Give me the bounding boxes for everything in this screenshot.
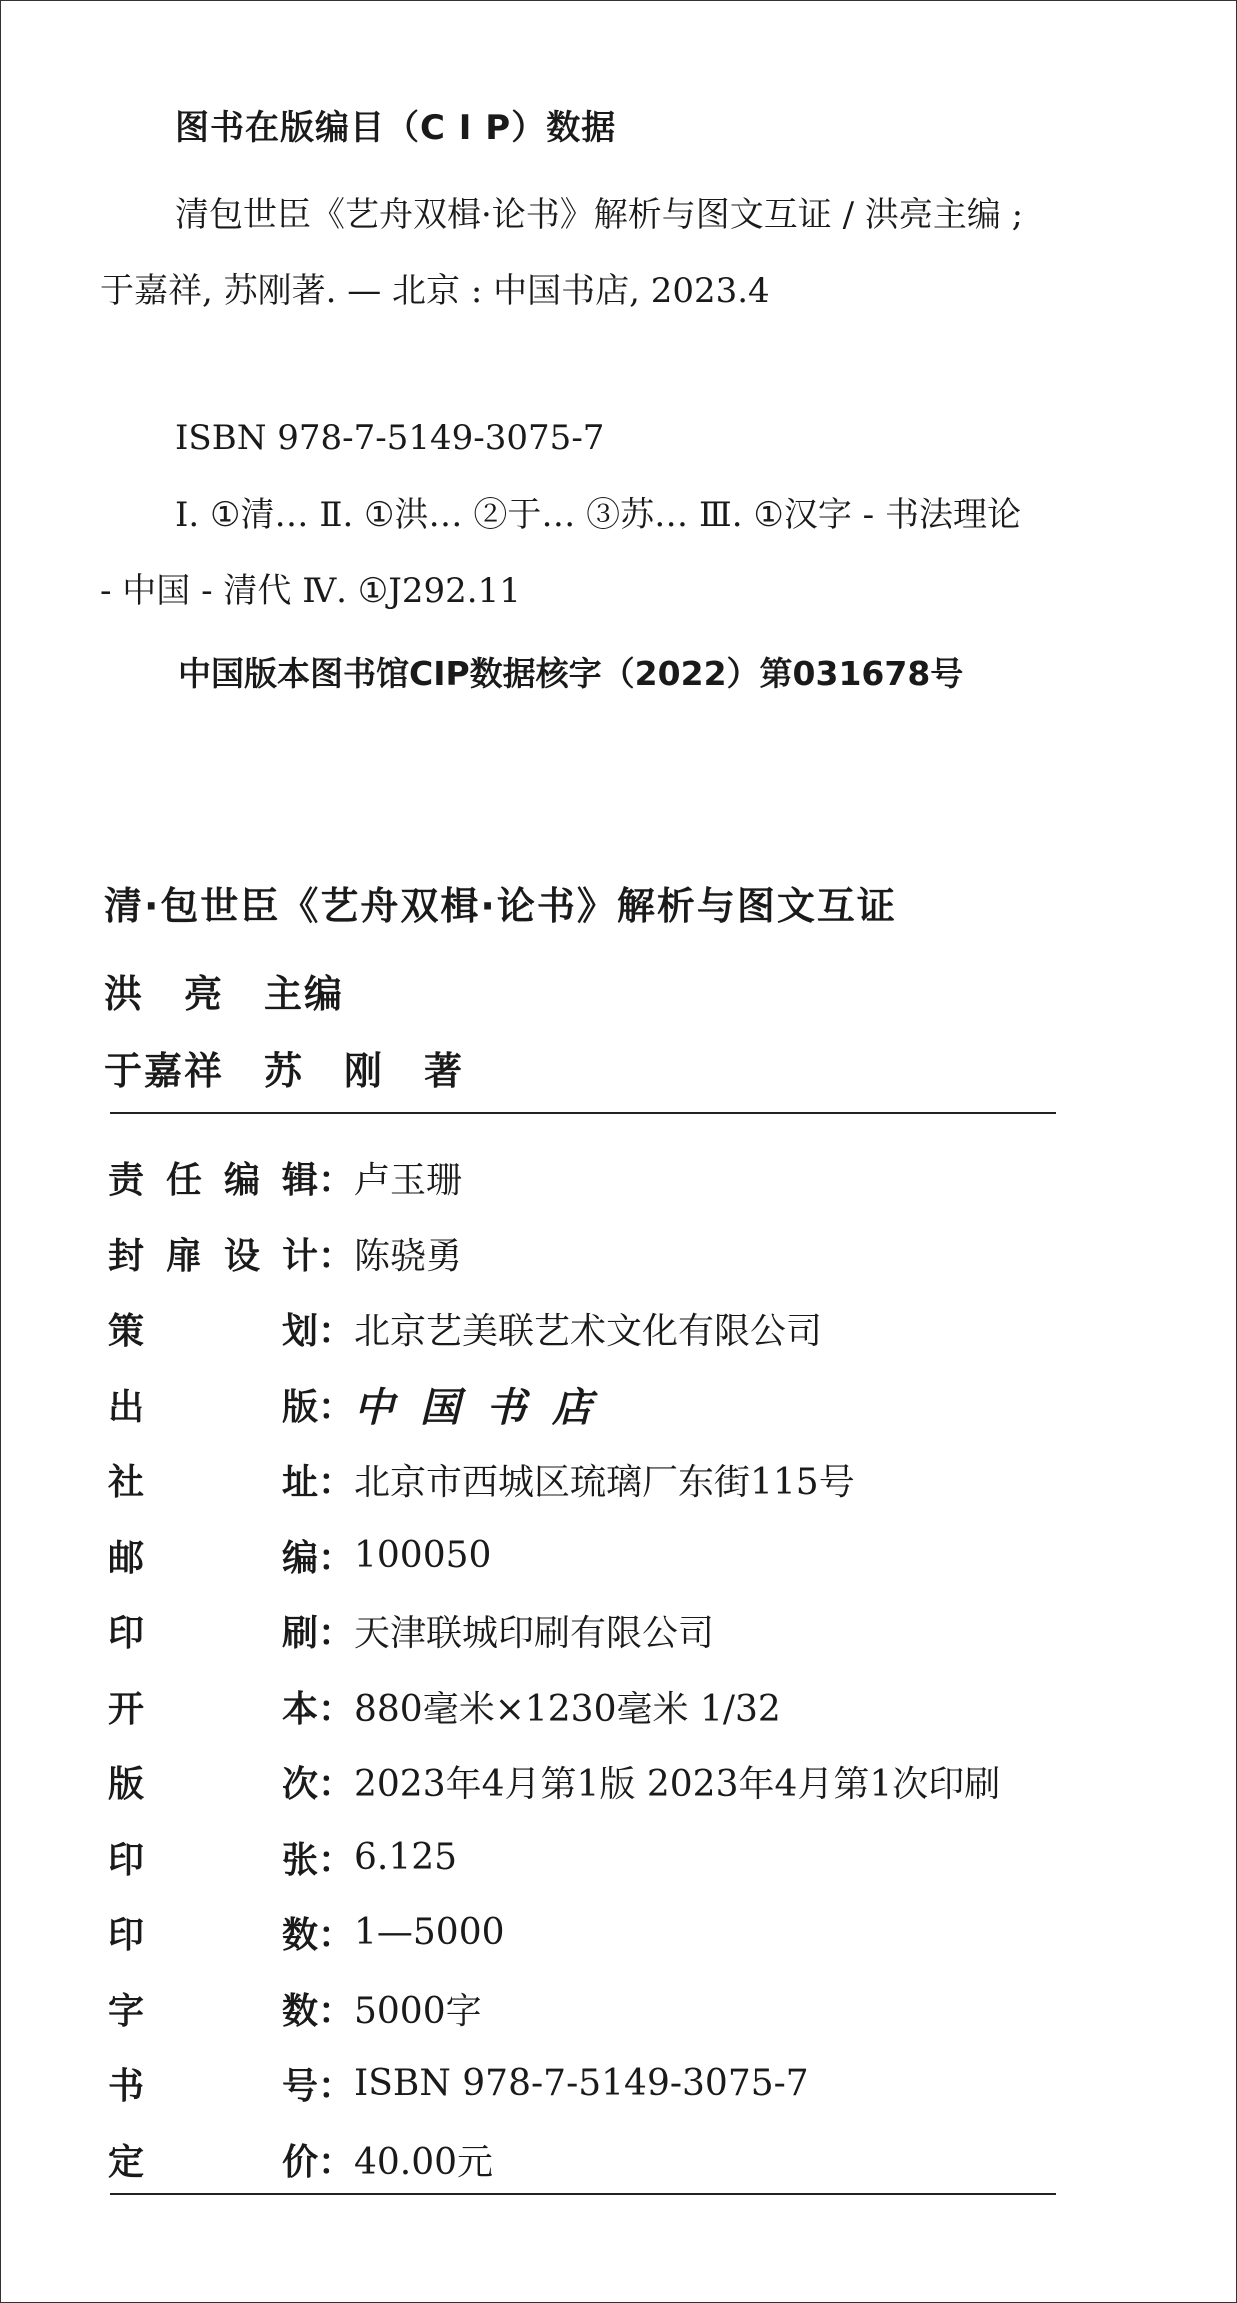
detail-colon: ： [318,1537,355,1579]
detail-value: 陈骁勇 [354,1235,463,1277]
detail-label: 封 扉 设 计 [108,1235,318,1277]
detail-colon: ： [318,1688,355,1730]
detail-colon: ： [318,1839,355,1881]
detail-colon: ： [318,1462,355,1504]
detail-row-design [108,1216,1000,1292]
detail-row-planning [108,1291,1000,1367]
book-title: 清·包世臣《艺舟双楫·论书》解析与图文互证 [104,884,897,928]
detail-value: 5000字 [354,1990,482,2032]
detail-colon: ： [318,2141,355,2183]
detail-label: 书 号 [108,2066,318,2108]
divider-bottom [110,2193,1056,2195]
detail-row-edition [108,1744,1000,1820]
detail-row-price [108,2122,1000,2198]
detail-row-address [108,1442,1000,1518]
cip-classification: Ⅰ. ①清… Ⅱ. ①洪… ②于… ③苏… Ⅲ. ①汉字 - 书法理论 - 中国 - 清代 Ⅳ. ①J292.11 [100,495,1021,611]
divider-top [110,1112,1056,1114]
detail-value: 2023年4月第1版 2023年4月第1次印刷 [354,1764,1001,1806]
authors-line: 于嘉祥 苏 刚 著 [104,1049,465,1093]
detail-label: 邮 编 [108,1537,318,1579]
detail-row-publisher [108,1367,1000,1443]
detail-colon: ： [318,1764,355,1806]
detail-row-printer [108,1593,1000,1669]
detail-label: 出 版 [108,1386,318,1428]
detail-row-postcode [108,1518,1000,1594]
editor-line: 洪 亮 主编 [104,972,345,1016]
detail-label: 字 数 [108,1990,318,2032]
detail-colon: ： [318,1235,355,1277]
detail-row-print-run [108,1895,1000,1971]
detail-label: 印 数 [108,1915,318,1957]
publisher-calligraphy: 中国书店 [354,1383,618,1431]
detail-label: 社 址 [108,1462,318,1504]
detail-value: 40.00元 [354,2141,494,2183]
detail-colon: ： [318,1990,355,2032]
detail-colon: ： [318,2066,355,2108]
detail-row-isbn [108,2046,1000,2122]
detail-label: 版 次 [108,1764,318,1806]
detail-colon: ： [318,1386,355,1428]
cip-heading: 图书在版编目（C I P）数据 [175,108,617,148]
detail-row-word-count [108,1971,1000,2047]
detail-value: ISBN 978-7-5149-3075-7 [354,2063,809,2105]
detail-row-sheets [108,1820,1000,1896]
publication-details [108,1140,1000,2197]
detail-label: 印 张 [108,1839,318,1881]
detail-label: 开 本 [108,1688,318,1730]
detail-colon: ： [318,1311,355,1353]
detail-row-format [108,1669,1000,1745]
detail-value: 1—5000 [354,1912,505,1954]
detail-label: 定 价 [108,2141,318,2183]
detail-label: 策 划 [108,1311,318,1353]
cip-isbn: ISBN 978-7-5149-3075-7 [175,418,605,458]
detail-label: 责 任 编 辑 [108,1160,318,1202]
detail-value: 6.125 [354,1836,458,1878]
detail-colon: ： [318,1160,355,1202]
cip-number: 中国版本图书馆CIP数据核字（2022）第031678号 [178,654,964,693]
detail-value: 100050 [354,1534,492,1576]
detail-value: 880毫米×1230毫米 1/32 [354,1688,781,1730]
detail-row-editor [108,1140,1000,1216]
cip-entry: 清包世臣《艺舟双楫·论书》解析与图文互证 / 洪亮主编 ; 于嘉祥, 苏刚著. — 北京 : 中国书店, 2023.4 [100,195,1024,311]
detail-value: 卢玉珊 [354,1160,463,1202]
detail-value: 北京市西城区琉璃厂东街115号 [354,1462,855,1504]
detail-value: 北京艺美联艺术文化有限公司 [354,1311,823,1353]
detail-value: 天津联城印刷有限公司 [354,1613,715,1655]
detail-label: 印 刷 [108,1613,318,1655]
detail-colon: ： [318,1915,355,1957]
detail-colon: ： [318,1613,355,1655]
